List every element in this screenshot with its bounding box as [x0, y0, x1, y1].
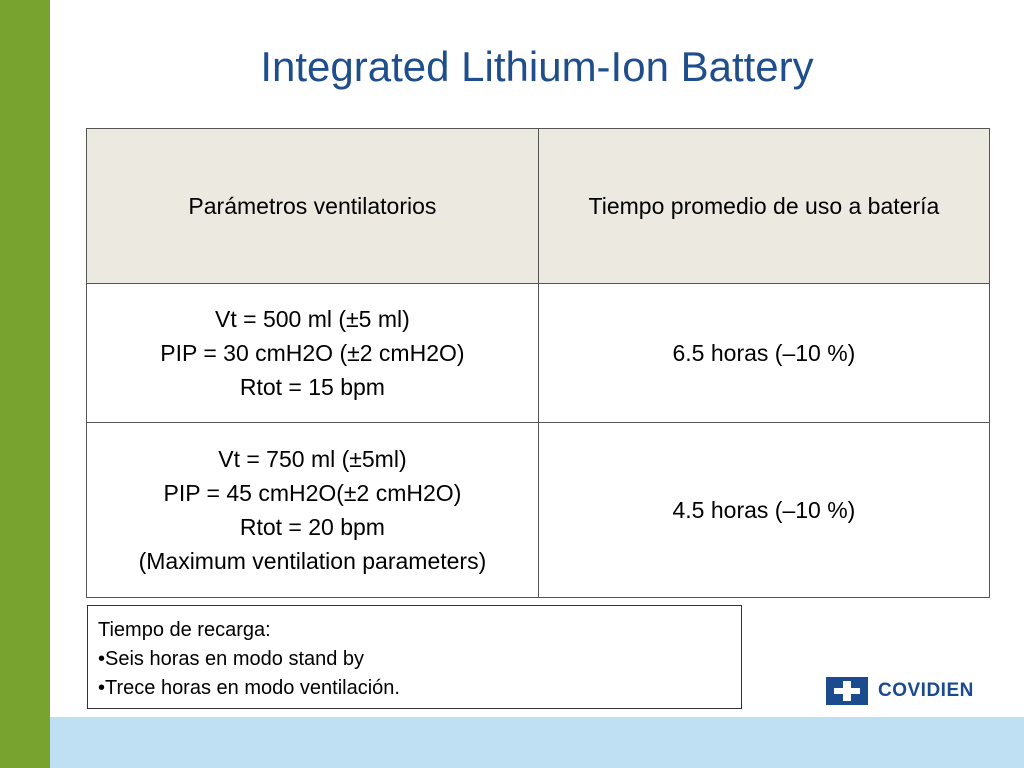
- param-line: Rtot = 20 bpm: [239, 514, 385, 540]
- param-line: Vt = 750 ml (±5ml): [218, 446, 407, 472]
- header-battery-time: Tiempo promedio de uso a batería: [538, 129, 989, 284]
- recharge-note-box: [87, 605, 742, 709]
- param-line: PIP = 30 cmH2O (±2 cmH2O): [160, 340, 465, 366]
- slide-title: Integrated Lithium-Ion Battery: [260, 43, 814, 90]
- battery-time-value: 4.5 horas (–10 %): [672, 497, 856, 523]
- param-line: Vt = 500 ml (±5 ml): [215, 306, 410, 332]
- param-line: PIP = 45 cmH2O(±2 cmH2O): [163, 480, 462, 506]
- parameters-cell: [87, 284, 539, 423]
- logo-text: COVIDIEN: [878, 679, 974, 701]
- parameters-cell: [87, 423, 539, 598]
- side-accent-bar: [0, 0, 50, 768]
- recharge-heading: Tiempo de recarga:: [98, 619, 271, 641]
- recharge-item: •Trece horas en modo ventilación.: [98, 677, 400, 699]
- recharge-item: •Seis horas en modo stand by: [98, 648, 365, 670]
- battery-table: [86, 128, 990, 598]
- covidien-cross-icon: [826, 677, 868, 705]
- param-line: (Maximum ventilation parameters): [138, 548, 487, 574]
- battery-time-value: 6.5 horas (–10 %): [672, 340, 856, 366]
- table-row: [87, 284, 990, 423]
- table-row: [87, 423, 990, 598]
- battery-time-cell: [538, 284, 989, 423]
- battery-time-cell: [538, 423, 989, 598]
- param-line: Rtot = 15 bpm: [239, 374, 385, 400]
- header-parameters: Parámetros ventilatorios: [87, 129, 539, 284]
- covidien-logo: [826, 676, 974, 705]
- table-header-row: [87, 129, 990, 284]
- bottom-band: [50, 717, 1024, 768]
